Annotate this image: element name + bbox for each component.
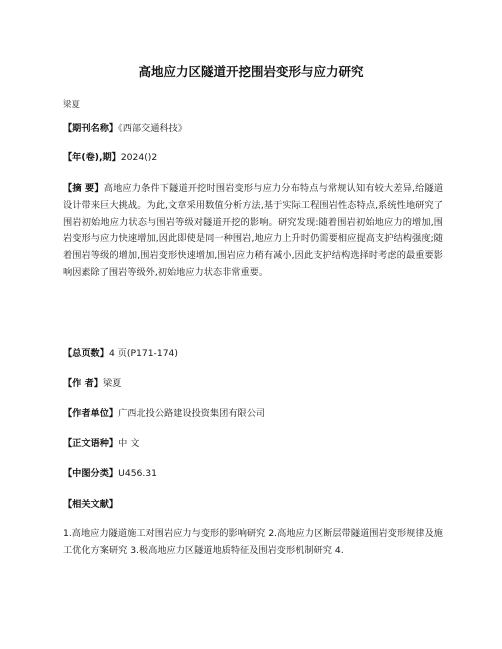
language-field	[63, 436, 443, 453]
language-label: 【正文语种】	[63, 438, 119, 449]
clc-label: 【中图分类】	[63, 468, 119, 479]
related-label: 【相关文献】	[63, 499, 119, 510]
affiliation-value: 广西北投公路建设投资集团有限公司	[118, 408, 266, 419]
journal-label: 【期刊名称】	[63, 123, 119, 134]
pages-label: 【总页数】	[63, 348, 109, 359]
pages-value: 4 页(P171-174)	[108, 348, 178, 359]
related-references	[63, 526, 443, 560]
author-byline: 梁夏	[63, 100, 81, 110]
abstract-label: 【摘 要】	[63, 183, 104, 194]
journal-value: 《西部交通科技》	[118, 123, 188, 134]
issue-value: 2024()2	[120, 152, 158, 163]
affiliation-field	[63, 406, 443, 423]
pages-field	[63, 346, 443, 363]
issue-field	[63, 150, 443, 167]
language-value: 中 文	[118, 438, 140, 449]
abstract-value: 高地应力条件下隧道开挖时围岩变形与应力分布特点与常规认知有较大差异,给隧道设计带来巨大挑战。为此,文章采用数值分析方法,基于实际工程围岩性态特点,系统性地研究了围岩初始地应力状态与围岩等级对隧道开挖的影响。研究发现:随着围岩初始地应力的增加,围岩变形与应力快速增加,因此即使是同一种围岩,地应力上升时仍需要相应提高支护结构强度;随着围岩等级的增加,围岩变形快速增加,围岩应力稍有减小,因此支护结构选择时考虑的最重要影响因素除了围岩等级外,初始地应力状态非常重要。	[63, 183, 444, 278]
journal-field	[63, 121, 443, 138]
clc-field	[63, 466, 443, 483]
author-label: 【作 者】	[63, 378, 103, 389]
document-title: 高地应力区隧道开挖围岩变形与应力研究	[138, 64, 364, 79]
clc-value: U456.31	[118, 468, 157, 479]
author-field	[63, 376, 443, 393]
affiliation-label: 【作者单位】	[63, 408, 119, 419]
abstract-field	[63, 181, 443, 282]
issue-label: 【年(卷),期】	[63, 152, 121, 163]
related-references-text: 1.高地应力隧道施工对围岩应力与变形的影响研究 2.高地应力区断层带隧道围岩变形规律及施工优化方案研究 3.极高地应力区隧道地质特征及围岩变形机制研究 4.	[63, 528, 443, 556]
author-value: 梁夏	[102, 378, 122, 389]
related-heading-field	[63, 497, 443, 514]
